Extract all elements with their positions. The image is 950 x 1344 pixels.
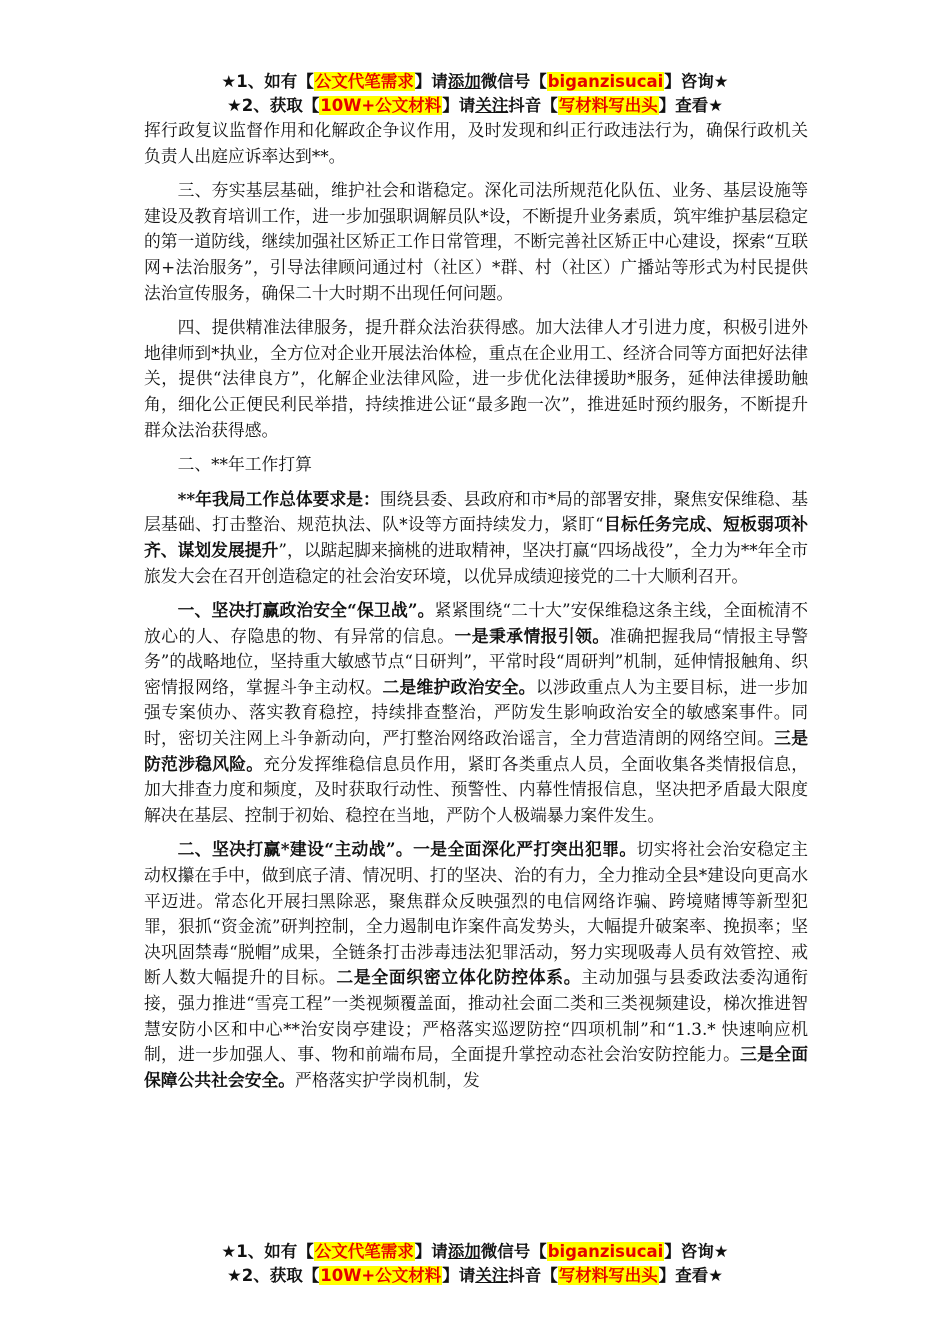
paragraph: 三、夯实基层基础，维护社会和谐稳定。深化司法所规范化队伍、业务、基层设施等建设及教育培训工作，进一步加强职调解员队*设，不断提升业务素质，筑牢维护基层稳定的第一道防线，继续加强社区矫正工作日常管理，不断完善社区矫正中心建设，探索“互联网+法治服务”，引导法律顾问通过村（社区）*群、村（社区）广播站等形式为村民提供法治宣传服务，确保二十大时期不出现任何问题。	[144, 180, 808, 303]
document-body	[144, 118, 808, 1102]
paragraph: 二、坚决打赢*建设“主动战”。一是全面深化严打突出犯罪。切实将社会治安稳定主动权攥在手中，做到底子清、情况明、打的坚决、治的有力，全力推动全县*建设向更高水平迈进。常态化开展扫黑除恶，聚焦群众反映强烈的电信网络诈骗、跨境赌博等新型犯罪，狠抓“资金流”研判控制，全力遏制电诈案件高发势头，大幅提升破案率、挽损率；坚决巩固禁毒“脱帽”成果，全链条打击涉毒违法犯罪活动，努力实现吸毒人员有效管控、戒断人数大幅提升的目标。二是全面织密立体化防控体系。主动加强与县委政法委沟通衔接，强力推进“雪亮工程”一类视频覆盖面，推动社会面二类和三类视频建设，梯次推进智慧安防小区和中心**治安岗亭建设；严格落实巡逻防控“四项机制”和“1.3.* 快速响应机制，进一步加强人、事、物和前端布局，全面提升掌控动态社会治安防控能力。三是全面保障公共社会安全。严格落实护学岗机制，发	[144, 839, 808, 1090]
paragraph: 挥行政复议监督作用和化解政企争议作用，及时发现和纠正行政违法行为，确保行政机关负责人出庭应诉率达到**。	[144, 120, 808, 166]
promo-line-1: ★1、如有【公文代笔需求】请添加微信号【biganzisucai】咨询★	[221, 72, 729, 91]
paragraph: 一、坚决打赢政治安全“保卫战”。紧紧围绕“二十大”安保维稳这条主线，全面梳清不放心的人、存隐患的物、有异常的信息。一是秉承情报引领。准确把握我局“情报主导警务”的战略地位，坚持重大敏感节点“日研判”，平常时段“周研判”机制，延伸情报触角、织密情报网络，掌握斗争主动权。二是维护政治安全。以涉政重点人为主要目标，进一步加强专案侦办、落实教育稳控，持续排查整治，严防发生影响政治安全的敏感案事件。同时，密切关注网上斗争新动向，严打整治网络政治谣言，全力营造清朗的网络空间。三是防范涉稳风险。充分发挥维稳信息员作用，紧盯各类重点人员，全面收集各类情报信息，加大排查力度和频度，及时获取行动性、预警性、内幕性情报信息，坚决把矛盾最大限度解决在基层、控制于初始、稳控在当地，严防个人极端暴力案件发生。	[144, 600, 808, 825]
promo-line-1: ★1、如有【公文代笔需求】请添加微信号【biganzisucai】咨询★	[221, 1242, 729, 1261]
highlight-text: 10W+公文材料	[320, 96, 442, 115]
highlight-text: biganzisucai	[547, 1242, 664, 1261]
paragraph: 四、提供精准法律服务，提升群众法治获得感。加大法律人才引进力度，积极引进外地律师到*执业，全方位对企业开展法治体检，重点在企业用工、经济合同等方面把好法律关，提供“法律良方”，化解企业法律风险，进一步优化法律援助*服务，延伸法律援助触角，细化公正便民利民举措，持续推进公证“最多跑一次”，推进延时预约服务，不断提升群众法治获得感。	[144, 317, 808, 440]
paragraph: **年我局工作总体要求是：围绕县委、县政府和市*局的部署安排，聚焦安保维稳、基层基础、打击整治、规范执法、队*设等方面持续发力，紧盯“目标任务完成、短板弱项补齐、谋划发展提升”，以踮起脚来摘桃的进取精神，坚决打赢“四场战役”，全力为**年全市旅发大会在召开创造稳定的社会治安环境，以优异成绩迎接党的二十大顺利召开。	[144, 488, 808, 586]
promo-banner-top	[0, 70, 950, 118]
highlight-text: 写材料写出头	[558, 96, 658, 115]
highlight-text: 写材料写出头	[558, 1266, 658, 1285]
highlight-text: biganzisucai	[547, 72, 664, 91]
promo-banner-bottom	[0, 1240, 950, 1288]
highlight-text: 10W+公文材料	[320, 1266, 442, 1285]
promo-line-2: ★2、获取【10W+公文材料】请关注抖音【写材料写出头】查看★	[226, 1266, 724, 1285]
section-heading: 二、**年工作打算	[177, 454, 312, 475]
highlight-text: 公文代笔需求	[314, 72, 414, 91]
highlight-text: 公文代笔需求	[314, 1242, 414, 1261]
promo-line-2: ★2、获取【10W+公文材料】请关注抖音【写材料写出头】查看★	[226, 96, 724, 115]
